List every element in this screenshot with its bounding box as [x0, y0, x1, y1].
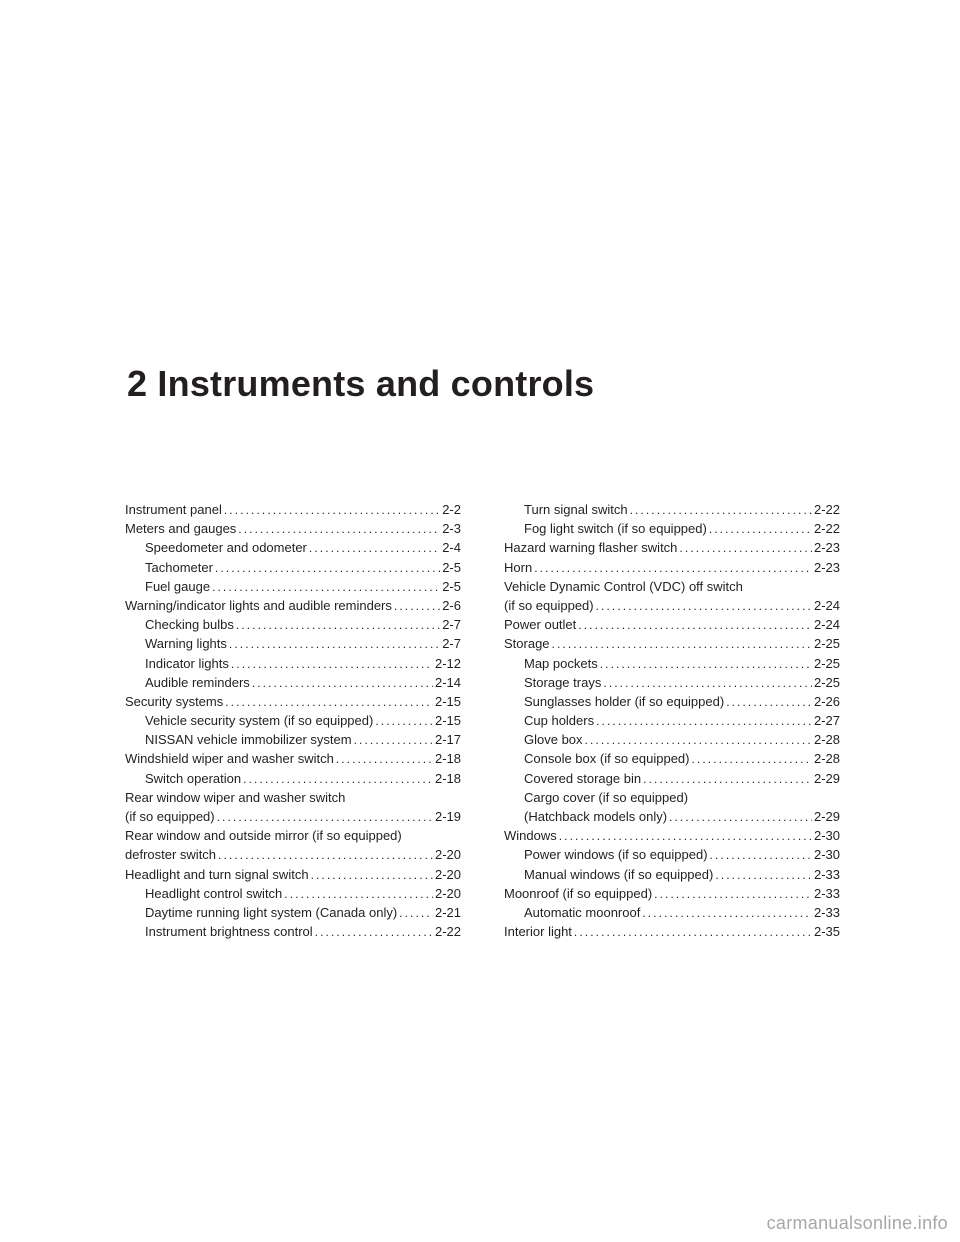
toc-subentry[interactable] [504, 903, 840, 922]
toc-entry-label: Sunglasses holder (if so equipped) [524, 693, 725, 709]
toc-entry-page: 2-29 [813, 770, 840, 786]
toc-leader [679, 539, 812, 558]
toc-subentry[interactable] [125, 769, 461, 788]
toc-entry-page: 2-15 [434, 713, 461, 729]
toc-entry-first-line[interactable]: Cargo cover (if so equipped) [524, 789, 689, 805]
toc-entry-page: 2-17 [434, 732, 461, 748]
toc-entry-label: Manual windows (if so equipped) [524, 866, 714, 882]
toc-entry-label: (if so equipped) [125, 809, 215, 824]
toc-entry-label: Audible reminders [145, 674, 250, 690]
toc-entry[interactable] [504, 884, 840, 903]
toc-entry-label: Switch operation [145, 770, 242, 786]
toc-subentry[interactable] [125, 884, 461, 903]
toc-leader [710, 846, 812, 865]
toc-entry[interactable] [125, 807, 461, 826]
toc-entry-page: 2-33 [813, 904, 840, 920]
toc-entry-first-line[interactable]: Rear window wiper and washer switch [125, 789, 346, 805]
toc-entry-label: Fuel gauge [145, 578, 211, 594]
toc-leader [252, 674, 433, 693]
toc-entry-label: Moonroof (if so equipped) [504, 885, 653, 901]
toc-entry-label: Speedometer and odometer [145, 540, 307, 556]
toc-entry-page: 2-6 [442, 597, 461, 613]
toc-entry-label: Cup holders [524, 713, 595, 729]
toc-entry-page: 2-22 [434, 924, 461, 940]
toc-entry-label: Headlight and turn signal switch [125, 866, 309, 882]
toc-leader [585, 731, 812, 750]
toc-entry-page: 2-20 [434, 847, 461, 863]
toc-leader [309, 539, 440, 558]
toc-entry-page: 2-19 [434, 809, 461, 824]
toc-subentry[interactable] [504, 654, 840, 673]
toc-entry[interactable] [125, 519, 461, 538]
toc-subentry[interactable] [504, 865, 840, 884]
toc-leader [236, 616, 440, 635]
toc-entry[interactable] [504, 634, 840, 653]
toc-subentry[interactable] [125, 903, 461, 922]
toc-entry[interactable] [125, 692, 461, 711]
toc-entry-label: Automatic moonroof [524, 904, 641, 920]
toc-entry-page: 2-7 [442, 617, 461, 633]
toc-entry[interactable] [504, 826, 840, 845]
toc-subentry[interactable] [125, 711, 461, 730]
toc-entry-label: Checking bulbs [145, 617, 234, 633]
toc-entry-first-line[interactable]: Vehicle Dynamic Control (VDC) off switch [504, 578, 743, 594]
toc-subentry[interactable] [125, 922, 461, 941]
toc-leader [394, 597, 440, 616]
toc-entry[interactable] [125, 596, 461, 615]
toc-entry-label: Meters and gauges [125, 521, 237, 537]
toc-leader [552, 635, 812, 654]
toc-entry-label: Security systems [125, 693, 224, 709]
toc-entry-label: Horn [504, 559, 533, 575]
toc-subentry[interactable] [125, 654, 461, 673]
toc-entry-page: 2-5 [442, 578, 461, 594]
toc-leader [399, 904, 433, 923]
toc-leader [215, 559, 440, 578]
toc-entry-page: 2-2 [442, 502, 461, 517]
toc-subentry[interactable] [504, 769, 840, 788]
toc-subentry[interactable] [125, 634, 461, 653]
toc-subentry[interactable] [125, 673, 461, 692]
toc-entry-label: Daytime running light system (Canada only) [145, 904, 398, 920]
toc-entry-label: Power outlet [504, 617, 577, 633]
toc-leader [574, 923, 812, 942]
toc-leader [284, 885, 433, 904]
toc-leader [217, 808, 433, 827]
toc-leader [212, 578, 440, 597]
toc-leader [354, 731, 433, 750]
toc-entry-page: 2-33 [813, 866, 840, 882]
toc-subentry[interactable] [504, 845, 840, 864]
toc-leader [224, 501, 440, 520]
toc-leader [642, 904, 812, 923]
toc-entry-page: 2-18 [434, 770, 461, 786]
toc-subentry[interactable] [504, 711, 840, 730]
toc-entry-page: 2-25 [813, 636, 840, 652]
toc-entry-label: Headlight control switch [145, 885, 283, 901]
toc-entry-page: 2-22 [813, 502, 840, 517]
toc-entry-page: 2-4 [442, 540, 461, 556]
toc-subentry[interactable] [504, 673, 840, 692]
toc-entry-page: 2-7 [442, 636, 461, 652]
toc-subentry[interactable] [504, 730, 840, 749]
toc-left-column [125, 500, 461, 941]
toc-subentry[interactable] [504, 500, 840, 519]
toc-entry-page: 2-27 [813, 713, 840, 729]
toc-entry[interactable] [125, 865, 461, 884]
toc-leader [238, 520, 440, 539]
toc-leader [669, 808, 812, 827]
toc-entry-page: 2-26 [813, 693, 840, 709]
toc-leader [311, 866, 433, 885]
toc-entry[interactable] [504, 922, 840, 941]
toc-entry-page: 2-23 [813, 540, 840, 556]
toc-entry[interactable] [504, 558, 840, 577]
toc-subentry[interactable] [125, 558, 461, 577]
toc-leader [630, 501, 812, 520]
toc-leader [534, 559, 812, 578]
toc-subentry[interactable] [504, 749, 840, 768]
toc-entry-page: 2-20 [434, 885, 461, 901]
toc-entry-label: Instrument panel [125, 502, 222, 517]
toc-entry-page: 2-33 [813, 885, 840, 901]
toc-entry-label: Tachometer [145, 559, 213, 575]
toc-leader [692, 750, 812, 769]
toc-entry-page: 2-28 [813, 751, 840, 767]
toc-subentry[interactable] [504, 807, 840, 826]
toc-entry-page: 2-35 [813, 924, 840, 940]
toc-entry-label: Instrument brightness control [145, 924, 313, 940]
toc-entry-page: 2-3 [442, 521, 461, 537]
toc-subentry[interactable] [125, 730, 461, 749]
toc-entry[interactable] [125, 845, 461, 864]
toc-entry-label: Vehicle security system (if so equipped) [145, 713, 374, 729]
toc-entry-label: Map pockets [524, 655, 598, 671]
toc-entry-label: defroster switch [125, 847, 217, 863]
toc-entry-page: 2-22 [813, 521, 840, 537]
toc-entry-page: 2-18 [434, 751, 461, 767]
toc-entry-page: 2-25 [813, 655, 840, 671]
toc-leader [231, 655, 433, 674]
toc-entry[interactable] [125, 500, 461, 519]
toc-entry-label: Console box (if so equipped) [524, 751, 690, 767]
toc-entry-page: 2-30 [813, 828, 840, 844]
toc-entry-page: 2-21 [434, 904, 461, 920]
toc-entry-label: (Hatchback models only) [524, 809, 668, 824]
toc-entry-label: Interior light [504, 924, 572, 940]
toc-entry-page: 2-14 [434, 674, 461, 690]
toc-entry-label: Hazard warning flasher switch [504, 540, 678, 556]
toc-leader [578, 616, 812, 635]
toc-entry-page: 2-25 [813, 674, 840, 690]
toc-entry[interactable] [504, 615, 840, 634]
toc-subentry[interactable] [504, 519, 840, 538]
toc-entry-page: 2-12 [434, 655, 461, 671]
toc-entry-page: 2-29 [813, 809, 840, 824]
toc-entry-label: Windshield wiper and washer switch [125, 751, 334, 767]
toc-entry-label: Windows [504, 828, 557, 844]
toc-entry[interactable] [504, 538, 840, 557]
toc-entry-label: NISSAN vehicle immobilizer system [145, 732, 352, 748]
toc-right-column [504, 500, 840, 941]
toc-entry-label: Turn signal switch [524, 502, 628, 517]
toc-leader [596, 712, 812, 731]
toc-leader [225, 693, 433, 712]
toc-leader [654, 885, 812, 904]
toc-entry-page: 2-5 [442, 559, 461, 575]
toc-subentry[interactable] [125, 615, 461, 634]
toc-leader [218, 846, 433, 865]
toc-entry-label: Storage trays [524, 674, 602, 690]
toc-leader [243, 770, 433, 789]
toc-entry-label: Warning lights [145, 636, 227, 652]
toc-subentry[interactable] [125, 577, 461, 596]
toc-leader [726, 693, 812, 712]
toc-entry-page: 2-24 [813, 597, 840, 613]
toc-entry-page: 2-24 [813, 617, 840, 633]
watermark-text: carmanualsonline.info [766, 1213, 948, 1233]
toc-entry-label: Power windows (if so equipped) [524, 847, 708, 863]
toc-entry[interactable] [125, 749, 461, 768]
toc-entry-page: 2-20 [434, 866, 461, 882]
chapter-title: 2 Instruments and controls [127, 363, 595, 404]
toc-leader [596, 597, 812, 616]
toc-leader [229, 635, 440, 654]
toc-leader [315, 923, 433, 942]
toc-entry-page: 2-30 [813, 847, 840, 863]
toc-entry-first-line[interactable]: Rear window and outside mirror (if so equipped) [125, 828, 402, 844]
toc-leader [709, 520, 812, 539]
toc-entry-label: Fog light switch (if so equipped) [524, 521, 707, 537]
toc-leader [715, 866, 812, 885]
toc-leader [603, 674, 812, 693]
toc-entry-label: Glove box [524, 732, 583, 748]
toc-leader [643, 770, 812, 789]
toc-leader [336, 750, 433, 769]
toc-entry-page: 2-23 [813, 559, 840, 575]
toc-subentry[interactable] [125, 538, 461, 557]
toc-leader [375, 712, 433, 731]
toc-entry-label: (if so equipped) [504, 597, 594, 613]
toc-entry-label: Indicator lights [145, 655, 229, 671]
toc-entry[interactable] [504, 596, 840, 615]
toc-subentry[interactable] [504, 692, 840, 711]
toc-entry-page: 2-15 [434, 693, 461, 709]
toc-entry-label: Covered storage bin [524, 770, 642, 786]
toc-leader [600, 655, 812, 674]
toc-leader [559, 827, 812, 846]
toc-entry-label: Storage [504, 636, 550, 652]
toc-entry-label: Warning/indicator lights and audible reminders [125, 597, 392, 613]
toc-entry-page: 2-28 [813, 732, 840, 748]
